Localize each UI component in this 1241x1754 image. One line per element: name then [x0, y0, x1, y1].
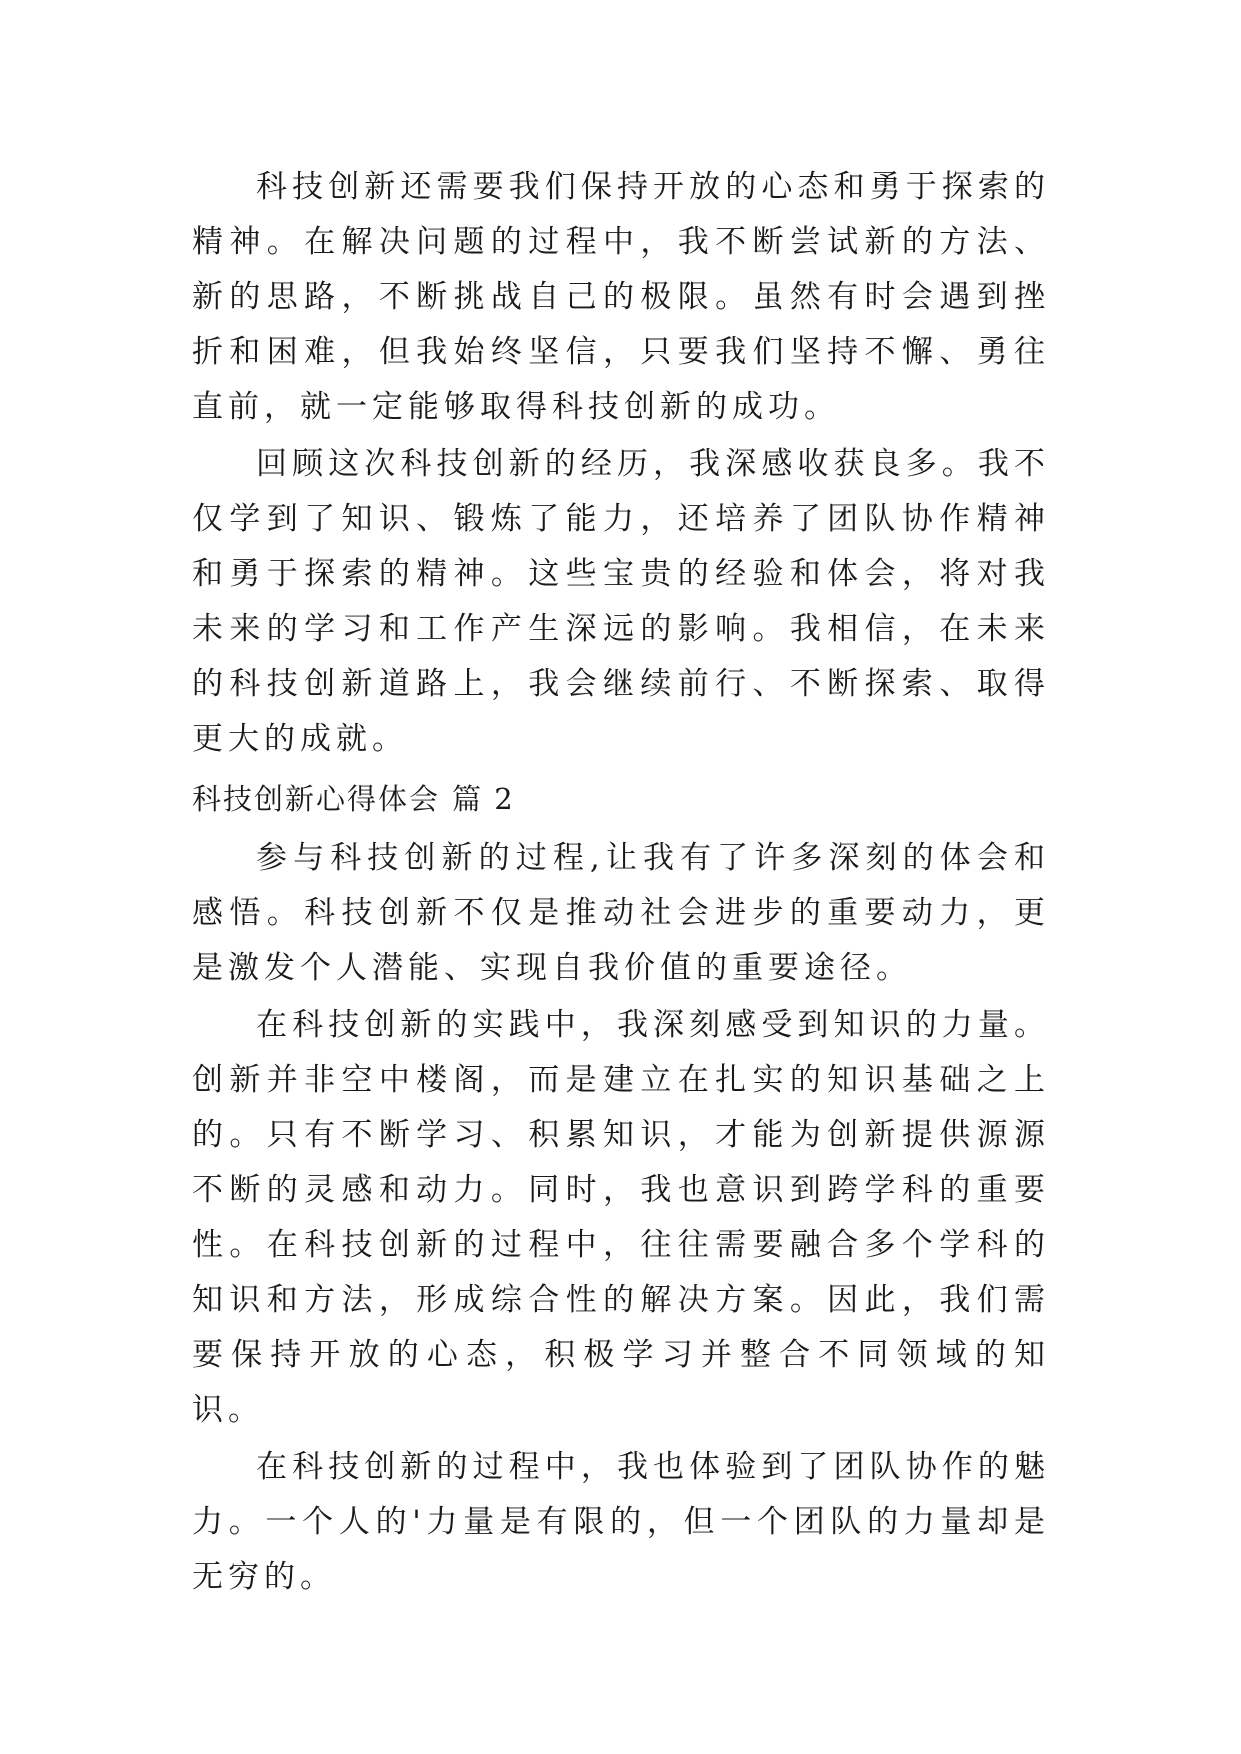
document-page	[192, 160, 1050, 1605]
section-heading	[192, 769, 1050, 829]
paragraph-review-experience: 回顾这次科技创新的经历，我深感收获良多。我不仅学到了知识、锻炼了能力，还培养了团队协作精神和勇于探索的精神。这些宝贵的经验和体会，将对我未来的学习和工作产生深远的影响。我相信，在未来的科技创新道路上，我会继续前行、不断探索、取得更大的成就。	[192, 446, 1050, 757]
section-heading-part: 篇 2	[452, 782, 515, 816]
paragraph-open-mindset: 科技创新还需要我们保持开放的心态和勇于探索的精神。在解决问题的过程中，我不断尝试新的方法、新的思路，不断挑战自己的极限。虽然有时会遇到挫折和困难，但我始终坚信，只要我们坚持不懈、勇往直前，就一定能够取得科技创新的成功。	[192, 169, 1050, 425]
paragraph-knowledge-power: 在科技创新的实践中，我深刻感受到知识的力量。创新并非空中楼阁，而是建立在扎实的知识基础之上的。只有不断学习、积累知识，才能为创新提供源源不断的灵感和动力。同时，我也意识到跨学科的重要性。在科技创新的过程中，往往需要融合多个学科的知识和方法，形成综合性的解决方案。因此，我们需要保持开放的心态，积极学习并整合不同领域的知识。	[192, 1007, 1050, 1428]
section-heading-title: 科技创新心得体会	[192, 782, 441, 816]
paragraph-participation: 参与科技创新的过程,让我有了许多深刻的体会和感悟。科技创新不仅是推动社会进步的重要动力，更是激发个人潜能、实现自我价值的重要途径。	[192, 840, 1050, 986]
paragraph-teamwork: 在科技创新的过程中，我也体验到了团队协作的魅力。一个人的'力量是有限的，但一个团队的力量却是无穷的。	[192, 1449, 1050, 1595]
